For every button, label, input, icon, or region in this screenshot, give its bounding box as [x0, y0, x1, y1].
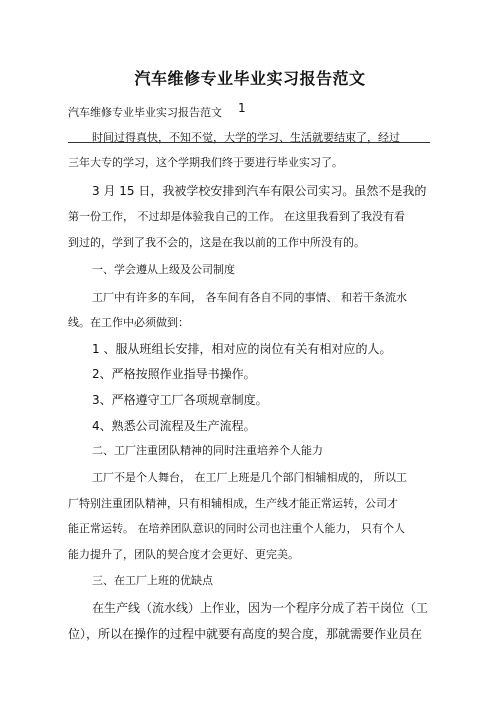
document-title: 汽车维修专业毕业实习报告范文: [134, 69, 366, 88]
list-item: 3、严格遵守工厂各项规章制度。: [92, 393, 268, 407]
paragraph-line: 在生产线（流水线）上作业，因为一个程序分成了若干岗位（工: [92, 601, 429, 615]
list-item: 1 、服从班组长安排，相对应的岗位有关有相对应的人。: [92, 342, 392, 356]
paragraph-line: 时间过得真快，不知不觉，大学的学习、生活就要结束了，经过: [92, 131, 400, 144]
paragraph-line: 厂特别注重团队精神，只有相辅相成，生产线才能正常运转，公司才: [68, 497, 398, 510]
divider-line: [68, 142, 430, 143]
paragraph-line: 工厂中有许多的车间， 各车间有各自不同的事情、 和若干条流水: [92, 291, 407, 304]
document-subtitle: 汽车维修专业毕业实习报告范文: [68, 106, 222, 119]
paragraph-line: 3 月 15 日，我被学校安排到汽车有限公司实习。虽然不是我的: [92, 184, 427, 198]
paragraph-line: 工厂不是个人舞台， 在工厂上班是几个部门相辅相成的， 所以工: [92, 471, 407, 484]
section-heading: 一、学会遵从上级及公司制度: [92, 263, 235, 276]
section-heading: 二、工厂注重团队精神的同时注重培养个人能力: [92, 444, 323, 457]
list-item: 2、严格按照作业指导书操作。: [92, 367, 256, 381]
paragraph-line: 第一份工作， 不过却是体验我自己的工作。 在这里我看到了我没有看: [68, 210, 405, 223]
paragraph-line: 到过的，学到了我不会的，这是在我以前的工作中所没有的。: [68, 236, 365, 249]
list-item: 4、熟悉公司流程及生产流程。: [92, 419, 256, 433]
paragraph-line: 位），所以在操作的过程中就要有高度的契合度，那就需要作业员在: [68, 627, 423, 641]
paragraph-line: 线。在工作中必须做到：: [68, 316, 189, 329]
paragraph-line: 能力提升了，团队的契合度才会更好、更完美。: [68, 548, 299, 561]
paragraph-line: 三年大专的学习，这个学期我们终于要进行毕业实习了。: [68, 156, 343, 169]
subtitle-number: 1: [238, 101, 246, 115]
paragraph-line: 能正常运转。 在培养团队意识的同时公司也注重个人能力， 只有个人: [68, 522, 405, 535]
section-heading: 三、在工厂上班的优缺点: [92, 574, 213, 587]
